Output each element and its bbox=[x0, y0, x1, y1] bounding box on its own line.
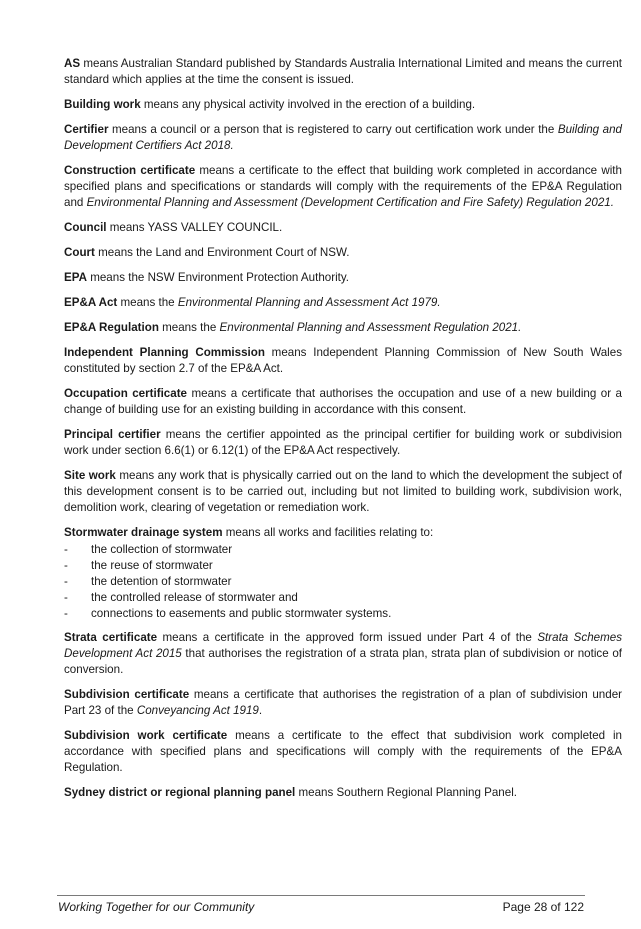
definition-term: EP&A Act bbox=[64, 296, 118, 309]
definition-paragraph bbox=[64, 122, 622, 154]
definition-citation: Environmental Planning and Assessment Act 1979. bbox=[177, 296, 441, 309]
definition-text: means the bbox=[158, 321, 220, 334]
definition-paragraph bbox=[64, 295, 622, 311]
definition-term: Independent Planning Commission bbox=[64, 346, 265, 359]
definition-text: means any physical activity involved in the erection of a building. bbox=[140, 98, 476, 111]
definition-term: Certifier bbox=[64, 123, 109, 136]
definition-text: means a certificate that authorises the registration of a plan of subdivision under Part 23 of the bbox=[64, 688, 622, 717]
definition-term: Court bbox=[64, 246, 95, 259]
definition-term: Site work bbox=[64, 469, 116, 482]
definition-text: means the Land and Environment Court of NSW. bbox=[94, 246, 350, 259]
definition-term: Occupation certificate bbox=[64, 387, 188, 400]
definition-paragraph bbox=[64, 525, 622, 541]
definition-paragraph bbox=[64, 163, 622, 211]
definition-paragraph bbox=[64, 56, 622, 88]
bullet-dash: - bbox=[64, 591, 68, 604]
definition-term: Building work bbox=[64, 98, 141, 111]
definition-citation: Environmental Planning and Assessment Regulation 2021. bbox=[219, 321, 522, 334]
definition-paragraph bbox=[64, 97, 622, 113]
definition-paragraph bbox=[64, 468, 622, 516]
definition-term: EP&A Regulation bbox=[64, 321, 159, 334]
bullet-dash: - bbox=[64, 543, 68, 556]
definition-paragraph bbox=[64, 785, 622, 801]
definition-term: Principal certifier bbox=[64, 428, 161, 441]
definition-text: means a certificate in the approved form issued under Part 4 of the bbox=[157, 631, 538, 644]
definition-term: Subdivision certificate bbox=[64, 688, 190, 701]
footer-divider bbox=[57, 895, 585, 896]
list-item-text: the collection of stormwater bbox=[91, 543, 233, 556]
definition-paragraph bbox=[64, 220, 622, 236]
definition-text: means Southern Regional Planning Panel. bbox=[295, 786, 518, 799]
bullet-dash: - bbox=[64, 575, 68, 588]
definition-text: means all works and facilities relating to: bbox=[222, 526, 434, 539]
definition-text: means any work that is physically carried out on the land to which the development the subject of this development consent is to be carried out, including but not limited to building work, subdivision work, demolition work, clearing of vegetation or remediation work. bbox=[64, 469, 622, 514]
list-item-text: the detention of stormwater bbox=[91, 575, 232, 588]
definition-term: Strata certificate bbox=[64, 631, 158, 644]
list-item bbox=[64, 590, 622, 606]
definition-term: Stormwater drainage system bbox=[64, 526, 223, 539]
definition-text: means a certificate to the effect that building work completed in accordance with specified plans and specifications or standards will comply with the requirements of the EP&A Regulation and bbox=[64, 164, 622, 209]
definition-term: EPA bbox=[64, 271, 87, 284]
list-item bbox=[64, 606, 622, 622]
definition-text: that authorises the registration of a strata plan, strata plan of subdivision or notice of conversion. bbox=[64, 647, 622, 676]
bullet-dash: - bbox=[64, 607, 68, 620]
footer-tagline: Working Together for our Community bbox=[58, 900, 255, 914]
definition-text: means a certificate to the effect that subdivision work completed in accordance with specified plans and specifications will comply with the requirements of the EP&A Regulation. bbox=[64, 729, 622, 774]
definitions-list bbox=[64, 56, 622, 810]
definition-text: means the certifier appointed as the principal certifier for building work or subdivision work under section 6.6(1) or 6.12(1) of the EP&A Act respectively. bbox=[64, 428, 622, 457]
definition-paragraph bbox=[64, 687, 622, 719]
list-item bbox=[64, 574, 622, 590]
definition-paragraph bbox=[64, 386, 622, 418]
list-item-text: connections to easements and public stormwater systems. bbox=[91, 607, 392, 620]
page-number: Page 28 of 122 bbox=[502, 900, 584, 914]
definition-term: Council bbox=[64, 221, 107, 234]
definition-citation: Building and Development Certifiers Act 2018. bbox=[64, 123, 622, 152]
definition-term: Subdivision work certificate bbox=[64, 729, 228, 742]
definition-text: means a certificate that authorises the occupation and use of a new building or a change of building use for an existing building in accordance with this consent. bbox=[64, 387, 622, 416]
bullet-dash: - bbox=[64, 559, 68, 572]
definition-term: Construction certificate bbox=[64, 164, 196, 177]
definition-text: means the NSW Environment Protection Authority. bbox=[86, 271, 350, 284]
definition-text: means Australian Standard published by Standards Australia International Limited and means the current standard which applies at the time the consent is issued. bbox=[64, 57, 622, 86]
definition-text: means YASS VALLEY COUNCIL. bbox=[106, 221, 283, 234]
definition-paragraph bbox=[64, 345, 622, 377]
list-item bbox=[64, 542, 622, 558]
list-item bbox=[64, 558, 622, 574]
definition-paragraph bbox=[64, 320, 622, 336]
definition-citation: Environmental Planning and Assessment (Development Certification and Fire Safety) Regulation 2021. bbox=[86, 196, 614, 209]
definition-text: means a council or a person that is registered to carry out certification work under the bbox=[108, 123, 558, 136]
definition-term: AS bbox=[64, 57, 81, 70]
definition-paragraph bbox=[64, 728, 622, 776]
definition-paragraph bbox=[64, 630, 622, 678]
definition-paragraph bbox=[64, 427, 622, 459]
definition-term: Sydney district or regional planning panel bbox=[64, 786, 296, 799]
definition-paragraph bbox=[64, 245, 622, 261]
definition-text: means the bbox=[117, 296, 178, 309]
list-item-text: the reuse of stormwater bbox=[91, 559, 213, 572]
definition-paragraph bbox=[64, 270, 622, 286]
definition-text: means Independent Planning Commission of New South Wales constituted by section 2.7 of the EP&A Act. bbox=[64, 346, 622, 375]
stormwater-items-list bbox=[64, 542, 622, 622]
list-item-text: the controlled release of stormwater and bbox=[91, 591, 298, 604]
definition-citation: Strata Schemes Development Act 2015 bbox=[64, 631, 623, 660]
definition-citation: Conveyancing Act 1919 bbox=[136, 704, 259, 717]
definition-text: . bbox=[258, 704, 263, 717]
